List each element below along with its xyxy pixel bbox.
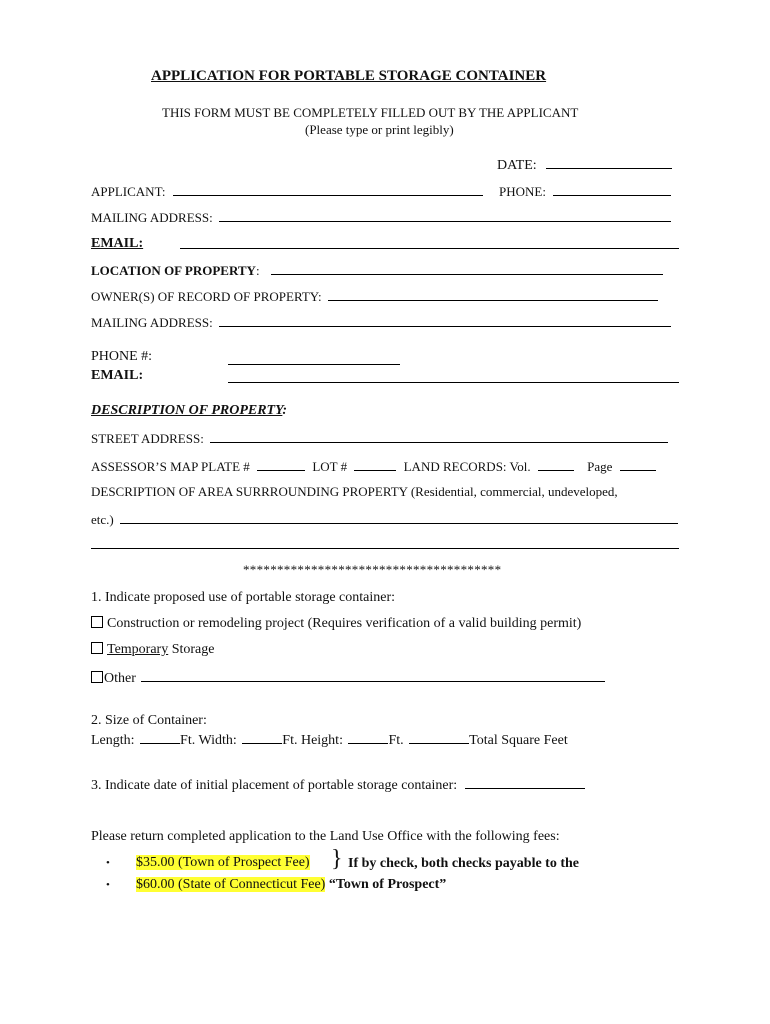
description-heading-text: DESCRIPTION OF PROPERTY: [91, 403, 283, 418]
owner-phone-label: PHONE #:: [91, 349, 153, 364]
total-square-feet-field[interactable]: [409, 731, 469, 744]
bullet-icon: •: [106, 879, 110, 891]
temporary-label-underlined: Temporary: [107, 642, 169, 657]
location-row: [91, 262, 663, 279]
fee-town: $35.00 (Town of Prospect Fee): [136, 855, 310, 870]
page-label: Page: [587, 459, 613, 474]
length-field[interactable]: [140, 731, 180, 744]
volume-field[interactable]: [538, 458, 574, 471]
check-note-line2: “Town of Prospect”: [328, 877, 447, 892]
location-colon: :: [255, 263, 260, 278]
construction-label: Construction or remodeling project (Requires verification of a valid building permit): [107, 616, 582, 631]
height-label: Ft. Height:: [282, 733, 343, 748]
owner-email-field[interactable]: [228, 370, 679, 383]
applicant-mailing-field[interactable]: [219, 209, 671, 222]
other-label: Other: [104, 671, 136, 686]
map-plate-field[interactable]: [257, 458, 305, 471]
page-field[interactable]: [620, 458, 656, 471]
phone-label: PHONE:: [499, 184, 546, 199]
question1-text: 1. Indicate proposed use of portable storage container:: [91, 590, 396, 605]
description-heading: [91, 403, 287, 419]
owner-row: [91, 288, 658, 305]
question3-row: [91, 776, 585, 794]
size-row: [91, 731, 568, 749]
owner-mailing-label: MAILING ADDRESS:: [91, 315, 213, 330]
owner-email-label: EMAIL:: [91, 368, 144, 383]
location-field[interactable]: [271, 262, 663, 275]
temporary-label-rest: Storage: [168, 642, 215, 657]
owner-phone-field[interactable]: [228, 352, 400, 365]
option-construction: [91, 616, 581, 632]
width-field[interactable]: [242, 731, 282, 744]
owner-mailing-row: [91, 314, 671, 331]
placement-date-field[interactable]: [465, 776, 585, 789]
map-plate-row: [91, 458, 656, 475]
height-field[interactable]: [348, 731, 388, 744]
applicant-mailing-row: [91, 209, 671, 226]
street-label: STREET ADDRESS:: [91, 431, 204, 446]
lot-field[interactable]: [354, 458, 396, 471]
street-row: [91, 430, 668, 447]
area-description-field-line2[interactable]: [91, 536, 679, 549]
width-label: Ft. Width:: [180, 733, 237, 748]
applicant-email-label: EMAIL:: [91, 236, 144, 251]
date-label: DATE:: [497, 158, 537, 173]
owner-mailing-field[interactable]: [219, 314, 671, 327]
applicant-field[interactable]: [173, 183, 483, 196]
etc-row: [91, 511, 678, 528]
question2-text: 2. Size of Container:: [91, 713, 207, 728]
fees-intro: Please return completed application to the Land Use Office with the following fees:: [91, 829, 560, 844]
applicant-row: [91, 183, 483, 200]
other-checkbox[interactable]: [91, 671, 103, 683]
applicant-email-field[interactable]: [180, 236, 679, 249]
applicant-phone-field[interactable]: [553, 183, 671, 196]
construction-checkbox[interactable]: [91, 616, 103, 628]
brace: }: [331, 846, 343, 872]
etc-label: etc.): [91, 512, 114, 527]
bullet-icon: •: [106, 857, 110, 869]
date-field[interactable]: [546, 156, 672, 169]
other-field[interactable]: [141, 669, 605, 682]
owner-field[interactable]: [328, 288, 658, 301]
option-temporary: [91, 642, 214, 658]
owner-label: OWNER(S) OF RECORD OF PROPERTY:: [91, 289, 322, 304]
area-description-label: DESCRIPTION OF AREA SURRROUNDING PROPERTY (Residential, commercial, undeveloped,: [91, 484, 618, 499]
street-field[interactable]: [210, 430, 668, 443]
form-instruction-legibly: (Please type or print legibly): [305, 122, 454, 137]
land-records-label: LAND RECORDS: Vol.: [403, 459, 531, 474]
area-description-field[interactable]: [120, 511, 678, 524]
option-other: [91, 669, 605, 687]
fee-item-state: [106, 877, 446, 893]
form-title: APPLICATION FOR PORTABLE STORAGE CONTAINER: [151, 68, 547, 84]
map-plate-label: ASSESSOR’S MAP PLATE #: [91, 459, 250, 474]
temporary-checkbox[interactable]: [91, 642, 103, 654]
total-square-feet-label: Total Square Feet: [469, 733, 568, 748]
mailing-address-label: MAILING ADDRESS:: [91, 210, 213, 225]
question3-text: 3. Indicate date of initial placement of portable storage container:: [91, 778, 458, 793]
ft-label: Ft.: [388, 733, 404, 748]
length-label: Length:: [91, 733, 135, 748]
check-note-line1: If by check, both checks payable to the: [348, 856, 580, 871]
form-instruction: THIS FORM MUST BE COMPLETELY FILLED OUT BY THE APPLICANT: [162, 105, 579, 120]
location-label: LOCATION OF PROPERTY: [91, 263, 256, 278]
separator-stars: **************************************: [243, 562, 502, 577]
lot-label: LOT #: [312, 459, 348, 474]
applicant-label: APPLICANT:: [91, 184, 166, 199]
fee-state: $60.00 (State of Connecticut Fee): [136, 877, 326, 892]
description-heading-colon: :: [282, 403, 288, 418]
date-row: [497, 156, 672, 174]
applicant-phone-row: [499, 183, 671, 200]
fee-item-town: [106, 855, 310, 871]
